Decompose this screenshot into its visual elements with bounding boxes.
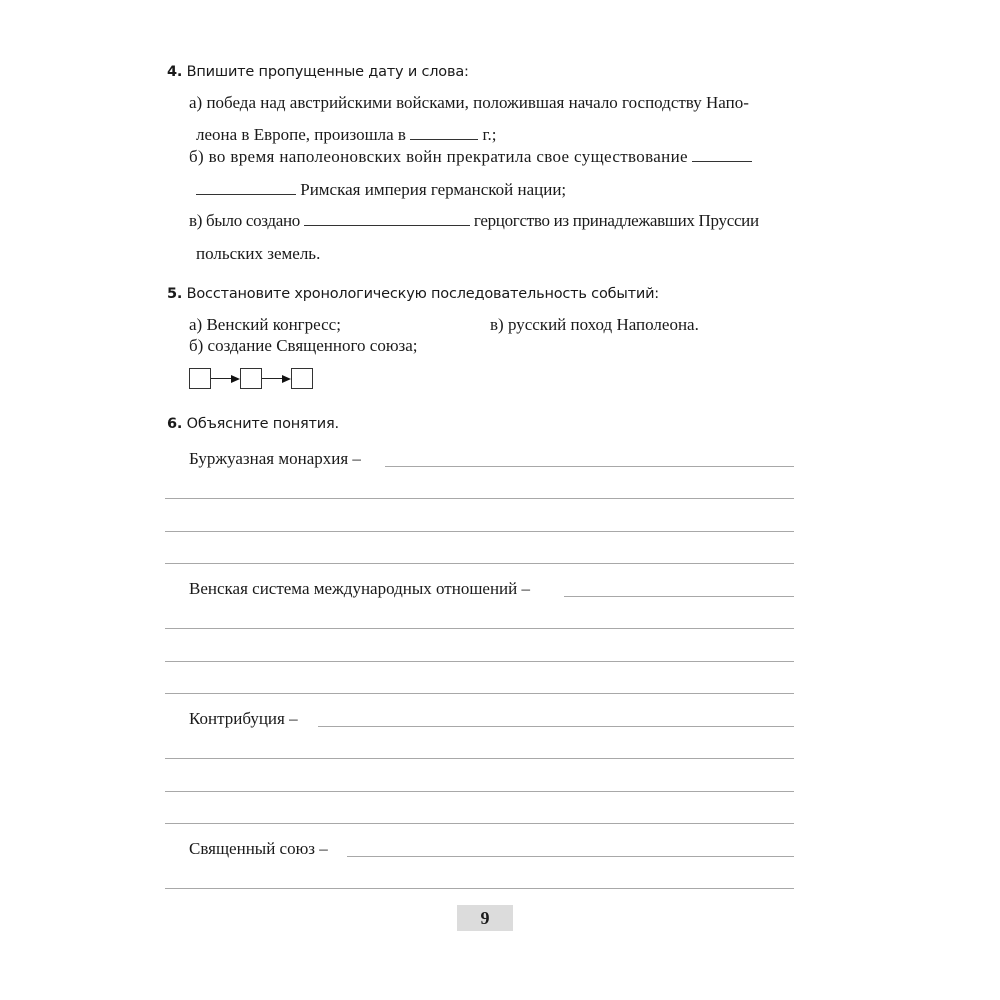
task-5-heading xyxy=(167,286,659,302)
answer-line[interactable] xyxy=(564,596,794,597)
answer-line[interactable] xyxy=(165,693,794,694)
task-4c-blank[interactable] xyxy=(304,224,470,226)
answer-line[interactable] xyxy=(165,498,794,499)
answer-line[interactable] xyxy=(165,758,794,759)
task-4-heading xyxy=(167,64,469,80)
answer-line[interactable] xyxy=(165,791,794,792)
answer-line[interactable] xyxy=(165,661,794,662)
arrow-head-1-icon xyxy=(231,375,240,383)
task-5-item-a: а) Венский конгресс; xyxy=(189,315,341,334)
answer-line[interactable] xyxy=(165,823,794,824)
answer-line[interactable] xyxy=(165,628,794,629)
task-4b-text: б) во время наполеоновских войн прекратила свое существование xyxy=(189,147,688,166)
sequence-box-2[interactable] xyxy=(240,368,262,389)
task-5-number: 5. xyxy=(167,286,183,302)
task-4-title: Впишите пропущенные дату и слова: xyxy=(186,64,469,80)
task-5-item-b: б) создание Священного союза; xyxy=(189,336,418,355)
answer-line[interactable] xyxy=(165,531,794,532)
task-4b-blank-2[interactable] xyxy=(196,193,296,195)
arrow-1 xyxy=(211,378,233,379)
task-4-number: 4. xyxy=(167,64,183,80)
date-blank[interactable] xyxy=(410,138,478,140)
sequence-box-3[interactable] xyxy=(291,368,313,389)
task-4c-text-2: герцогство из принадлежавших Пруссии xyxy=(473,211,759,230)
term-contribution: Контрибуция – xyxy=(189,709,298,728)
task-4b-line-1 xyxy=(189,147,752,167)
term-vienna-system: Венская система международных отношений – xyxy=(189,579,530,598)
task-4c-line-1 xyxy=(189,211,759,231)
task-4b-text-2: Римская империя германской нации; xyxy=(300,180,567,199)
task-4a-line-1: а) победа над австрийскими войсками, положившая начало господству Напо- xyxy=(189,93,749,112)
answer-line[interactable] xyxy=(318,726,794,727)
task-6-title: Объясните понятия. xyxy=(186,416,339,432)
answer-line[interactable] xyxy=(385,466,794,467)
task-4a-suffix: г.; xyxy=(482,125,497,144)
arrow-head-2-icon xyxy=(282,375,291,383)
arrow-2 xyxy=(262,378,284,379)
task-4a-text: леона в Европе, произошла в xyxy=(196,125,406,144)
task-4b-line-2 xyxy=(196,180,566,200)
sequence-box-1[interactable] xyxy=(189,368,211,389)
task-5-title: Восстановите хронологическую последовательность событий: xyxy=(186,286,659,302)
page-number: 9 xyxy=(457,905,513,931)
term-holy-alliance: Священный союз – xyxy=(189,839,328,858)
task-6-number: 6. xyxy=(167,416,183,432)
task-5-item-c: в) русский поход Наполеона. xyxy=(490,315,699,334)
task-4a-line-2 xyxy=(196,125,497,145)
answer-line[interactable] xyxy=(165,888,794,889)
term-bourgeois-monarchy: Буржуазная монархия – xyxy=(189,449,361,468)
task-4b-blank-1[interactable] xyxy=(692,160,752,162)
task-4c-text: в) было создано xyxy=(189,211,300,230)
answer-line[interactable] xyxy=(165,563,794,564)
task-6-heading xyxy=(167,416,339,432)
answer-line[interactable] xyxy=(347,856,794,857)
task-4c-line-2: польских земель. xyxy=(196,244,321,263)
